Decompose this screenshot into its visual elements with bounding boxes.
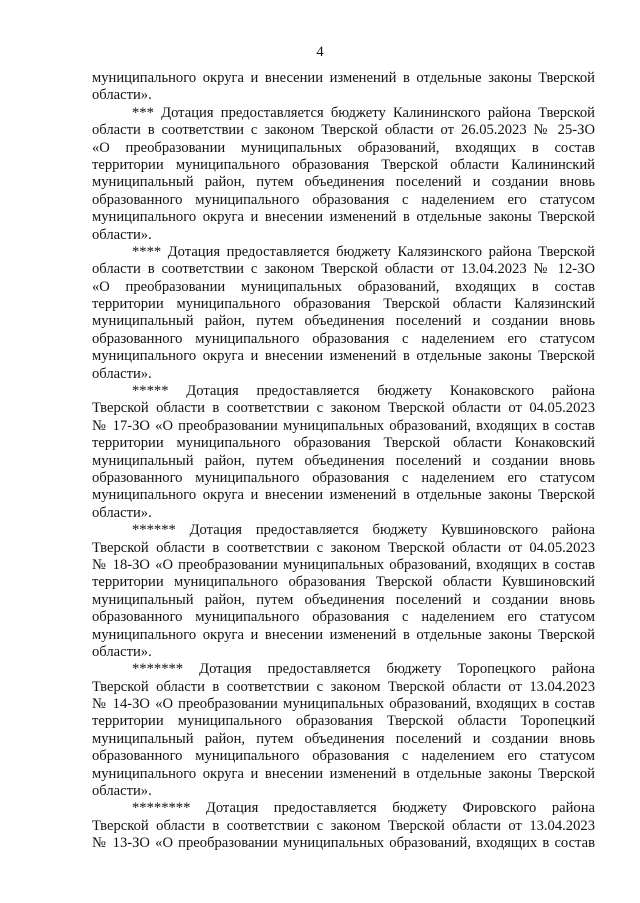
text-line: муниципальный район, путем объединения поселений и создании вновь [92,591,595,608]
text-line: территории муниципального образования Тверской области Калининский [92,156,595,173]
text-line: муниципального округа и внесении изменений в отдельные законы Тверской [92,70,595,86]
text-line: ****** Дотация предоставляется бюджету Кувшиновского района [132,522,595,539]
text-line: области в соответствии с законом Тверской области от 13.04.2023 № 12-ЗО [92,261,595,278]
text-line: муниципального округа и внесении изменений в отдельные законы Тверской [92,765,595,782]
text-line: области в соответствии с законом Тверской области от 26.05.2023 № 25-ЗО [92,122,595,139]
text-line: образованного муниципального образования с наделением его статусом [92,191,595,208]
page-number: 4 [316,44,324,60]
text-line: Тверской области в соответствии с законом Тверской области от 13.04.2023 [92,678,595,695]
text-line: Тверской области в соответствии с законом Тверской области от 04.05.2023 [92,539,595,556]
text-line: № 13-ЗО «О преобразовании муниципальных образований, входящих в состав [92,835,595,852]
text-line: муниципального округа и внесении изменений в отдельные законы Тверской [92,626,595,643]
text-line: области». [92,783,152,800]
text-line: ***** Дотация предоставляется бюджету Конаковского района [132,383,595,400]
text-line: № 17-ЗО «О преобразовании муниципальных образований, входящих в состав [92,417,595,434]
text-line: территории муниципального образования Тверской области Кувшиновский [92,574,595,591]
text-line: области». [92,643,152,660]
text-line: образованного муниципального образования с наделением его статусом [92,748,595,765]
text-line: «О преобразовании муниципальных образований, входящих в состав [92,278,595,295]
text-line: муниципального округа и внесении изменений в отдельные законы Тверской [92,209,595,226]
text-line: Тверской области в соответствии с законом Тверской области от 04.05.2023 [92,400,595,417]
text-line: образованного муниципального образования с наделением его статусом [92,609,595,626]
text-line: территории муниципального образования Тверской области Торопецкий [92,713,595,730]
text-line: области». [92,226,152,243]
text-line: № 18-ЗО «О преобразовании муниципальных образований, входящих в состав [92,556,595,573]
text-line: муниципальный район, путем объединения поселений и создании вновь [92,174,595,191]
text-line: муниципального округа и внесении изменений в отдельные законы Тверской [92,487,595,504]
text-line: «О преобразовании муниципальных образований, входящих в состав [92,139,595,156]
text-line: Тверской области в соответствии с законом Тверской области от 13.04.2023 [92,817,595,834]
text-line: образованного муниципального образования с наделением его статусом [92,330,595,347]
text-line: муниципального округа и внесении изменений в отдельные законы Тверской [92,348,595,365]
text-line: *** Дотация предоставляется бюджету Калининского района Тверской [132,104,595,121]
text-line: муниципальный район, путем объединения поселений и создании вновь [92,313,595,330]
text-line: образованного муниципального образования с наделением его статусом [92,469,595,486]
text-line: **** Дотация предоставляется бюджету Калязинского района Тверской [132,243,595,260]
text-line: ******* Дотация предоставляется бюджету Торопецкого района [132,661,595,678]
text-line: № 14-ЗО «О преобразовании муниципальных образований, входящих в состав [92,696,595,713]
text-line: области». [92,504,152,521]
text-line: территории муниципального образования Тверской области Конаковский [92,435,595,452]
text-line: муниципальный район, путем объединения поселений и создании вновь [92,730,595,747]
text-line: области». [92,87,152,104]
text-line: ******** Дотация предоставляется бюджету Фировского района [132,800,595,817]
text-line: муниципальный район, путем объединения поселений и создании вновь [92,452,595,469]
text-line: области». [92,365,152,382]
document-body [92,70,595,853]
text-line: территории муниципального образования Тверской области Калязинский [92,296,595,313]
